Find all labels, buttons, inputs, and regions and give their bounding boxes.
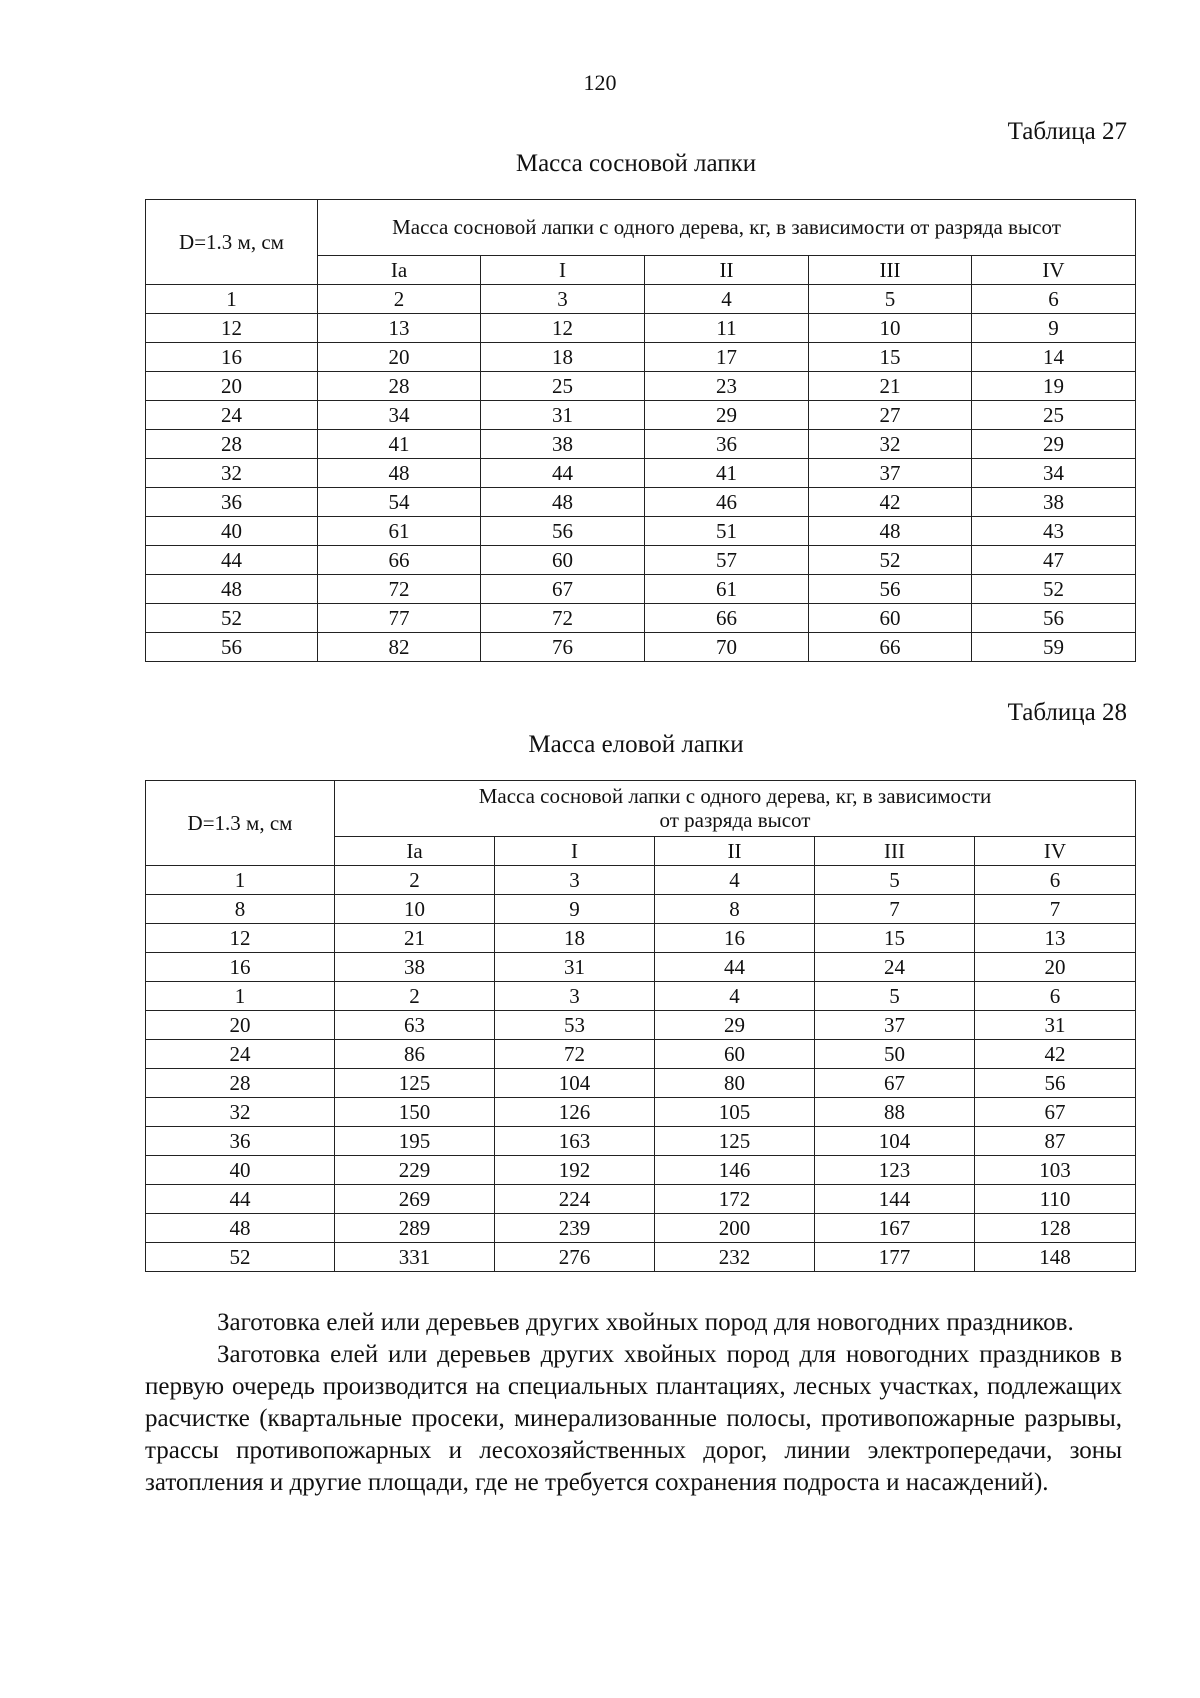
table-cell: 38 (481, 430, 645, 459)
table-cell: 5 (815, 982, 975, 1011)
table-row (146, 1243, 1136, 1272)
table-cell: 31 (495, 953, 655, 982)
table-cell: 56 (481, 517, 645, 546)
table-cell: 103 (975, 1156, 1136, 1185)
table-28-subheader: III (815, 837, 975, 866)
table-cell: 34 (318, 401, 481, 430)
table-row (146, 1040, 1136, 1069)
table-row (146, 924, 1136, 953)
table-cell: 28 (318, 372, 481, 401)
table-row (146, 1156, 1136, 1185)
table-cell: 12 (146, 314, 318, 343)
table-cell: 144 (815, 1185, 975, 1214)
table-28-subheader: Ia (335, 837, 495, 866)
table-row (146, 604, 1136, 633)
table-28 (145, 780, 1136, 1272)
table-cell: 47 (972, 546, 1136, 575)
table-cell: 61 (318, 517, 481, 546)
table-cell: 20 (146, 372, 318, 401)
table-cell: 148 (975, 1243, 1136, 1272)
table-cell: 25 (972, 401, 1136, 430)
table-row (146, 575, 1136, 604)
table-cell: 52 (146, 1243, 335, 1272)
table-cell: 52 (972, 575, 1136, 604)
table-cell: 43 (972, 517, 1136, 546)
table-cell: 195 (335, 1127, 495, 1156)
table-cell: 6 (975, 866, 1136, 895)
table-cell: 25 (481, 372, 645, 401)
table-cell: 28 (146, 430, 318, 459)
table-cell: 4 (645, 285, 809, 314)
table-28-diameter-header: D=1.3 м, см (146, 781, 335, 866)
table-cell: 229 (335, 1156, 495, 1185)
table-cell: 66 (645, 604, 809, 633)
table-cell: 44 (481, 459, 645, 488)
table-cell: 224 (495, 1185, 655, 1214)
table-cell: 10 (809, 314, 972, 343)
table-28-caption: Таблица 28 (1007, 699, 1127, 726)
table-cell: 10 (335, 895, 495, 924)
table-28-group-header (335, 781, 1136, 837)
table-cell: 11 (645, 314, 809, 343)
table-cell: 42 (809, 488, 972, 517)
table-row (146, 1214, 1136, 1243)
table-cell: 16 (146, 343, 318, 372)
table-27-subheader: II (645, 256, 809, 285)
table-row (146, 285, 1136, 314)
table-row (146, 1098, 1136, 1127)
table-row (146, 517, 1136, 546)
table-cell: 18 (495, 924, 655, 953)
table-cell: 110 (975, 1185, 1136, 1214)
table-27-subheader: IV (972, 256, 1136, 285)
table-cell: 16 (655, 924, 815, 953)
table-cell: 24 (815, 953, 975, 982)
table-cell: 16 (146, 953, 335, 982)
table-cell: 86 (335, 1040, 495, 1069)
table-row (146, 546, 1136, 575)
page-number: 120 (583, 70, 617, 95)
table-27 (145, 199, 1136, 662)
table-cell: 2 (335, 866, 495, 895)
table-row (146, 314, 1136, 343)
table-cell: 77 (318, 604, 481, 633)
table-cell: 51 (645, 517, 809, 546)
table-cell: 15 (809, 343, 972, 372)
table-cell: 14 (972, 343, 1136, 372)
table-cell: 1 (146, 866, 335, 895)
table-cell: 232 (655, 1243, 815, 1272)
table-28-body (146, 866, 1136, 1272)
table-cell: 44 (655, 953, 815, 982)
table-cell: 1 (146, 285, 318, 314)
table-cell: 41 (318, 430, 481, 459)
table-cell: 4 (655, 866, 815, 895)
table-cell: 269 (335, 1185, 495, 1214)
table-cell: 48 (146, 1214, 335, 1243)
table-cell: 3 (495, 982, 655, 1011)
table-row (146, 633, 1136, 662)
table-cell: 54 (318, 488, 481, 517)
table-cell: 8 (146, 895, 335, 924)
table-cell: 56 (972, 604, 1136, 633)
table-cell: 60 (481, 546, 645, 575)
table-row (146, 866, 1136, 895)
table-cell: 44 (146, 1185, 335, 1214)
table-cell: 12 (146, 924, 335, 953)
table-cell: 48 (146, 575, 318, 604)
table-cell: 105 (655, 1098, 815, 1127)
table-cell: 48 (481, 488, 645, 517)
table-27-title: Масса сосновой лапки (515, 150, 757, 177)
table-cell: 3 (495, 866, 655, 895)
paragraph: Заготовка елей или деревьев других хвойных пород для новогодних праздников. (217, 1309, 1074, 1336)
table-cell: 146 (655, 1156, 815, 1185)
table-cell: 2 (318, 285, 481, 314)
table-row (146, 343, 1136, 372)
table-cell: 32 (146, 459, 318, 488)
table-cell: 46 (645, 488, 809, 517)
table-cell: 29 (645, 401, 809, 430)
table-cell: 5 (809, 285, 972, 314)
table-cell: 80 (655, 1069, 815, 1098)
table-27-group-header: Масса сосновой лапки с одного дерева, кг, в зависимости от разряда высот (318, 200, 1136, 256)
table-cell: 38 (972, 488, 1136, 517)
table-cell: 72 (481, 604, 645, 633)
table-28-group-header-line2: от разряда высот (659, 807, 811, 832)
table-row (146, 372, 1136, 401)
paragraph: Заготовка елей или деревьев других хвойных пород для новогодних праздников в первую очередь производится на специальных плантациях, лесных участках, подлежащих расчистке (квартальные просеки, минерализованные полосы, противопожарные разрывы, трассы противопожарных и лесохозяйственных дорог, линии электропередачи, зоны затопления и другие площади, где не требуется сохранения подроста и насаждений). (145, 1341, 1122, 1496)
table-cell: 72 (318, 575, 481, 604)
table-cell: 20 (975, 953, 1136, 982)
table-27-body (146, 285, 1136, 662)
table-cell: 6 (972, 285, 1136, 314)
table-cell: 104 (815, 1127, 975, 1156)
table-cell: 38 (335, 953, 495, 982)
table-cell: 29 (972, 430, 1136, 459)
table-row (146, 1069, 1136, 1098)
table-cell: 31 (975, 1011, 1136, 1040)
table-cell: 40 (146, 1156, 335, 1185)
table-cell: 60 (809, 604, 972, 633)
table-cell: 12 (481, 314, 645, 343)
table-cell: 48 (809, 517, 972, 546)
table-cell: 9 (972, 314, 1136, 343)
table-cell: 63 (335, 1011, 495, 1040)
table-cell: 31 (481, 401, 645, 430)
table-cell: 21 (809, 372, 972, 401)
table-cell: 3 (481, 285, 645, 314)
table-cell: 200 (655, 1214, 815, 1243)
table-28-subheader: II (655, 837, 815, 866)
body-text (145, 1307, 1122, 1499)
table-cell: 36 (645, 430, 809, 459)
table-cell: 44 (146, 546, 318, 575)
table-cell: 128 (975, 1214, 1136, 1243)
table-row (146, 459, 1136, 488)
table-cell: 37 (815, 1011, 975, 1040)
table-cell: 5 (815, 866, 975, 895)
table-cell: 56 (809, 575, 972, 604)
table-cell: 50 (815, 1040, 975, 1069)
table-cell: 150 (335, 1098, 495, 1127)
table-cell: 34 (972, 459, 1136, 488)
table-28-group-header-line1: Масса сосновой лапки с одного дерева, кг, в зависимости (478, 784, 992, 809)
table-cell: 48 (318, 459, 481, 488)
table-28-subheader: I (495, 837, 655, 866)
table-cell: 67 (481, 575, 645, 604)
table-cell: 20 (318, 343, 481, 372)
table-cell: 177 (815, 1243, 975, 1272)
table-cell: 4 (655, 982, 815, 1011)
table-cell: 331 (335, 1243, 495, 1272)
table-row (146, 430, 1136, 459)
table-27-subheader: I (481, 256, 645, 285)
table-cell: 192 (495, 1156, 655, 1185)
table-cell: 289 (335, 1214, 495, 1243)
table-cell: 18 (481, 343, 645, 372)
table-cell: 67 (975, 1098, 1136, 1127)
table-row (146, 488, 1136, 517)
table-cell: 36 (146, 488, 318, 517)
table-cell: 24 (146, 401, 318, 430)
table-cell: 87 (975, 1127, 1136, 1156)
table-27-subheader: III (809, 256, 972, 285)
table-cell: 276 (495, 1243, 655, 1272)
table-row (146, 982, 1136, 1011)
table-cell: 56 (975, 1069, 1136, 1098)
table-27-caption: Таблица 27 (1007, 118, 1127, 145)
table-cell: 125 (655, 1127, 815, 1156)
table-cell: 52 (809, 546, 972, 575)
table-28-title: Масса еловой лапки (528, 731, 744, 758)
table-cell: 239 (495, 1214, 655, 1243)
table-27-subheader: Ia (318, 256, 481, 285)
table-cell: 61 (645, 575, 809, 604)
table-28-subheader: IV (975, 837, 1136, 866)
table-cell: 6 (975, 982, 1136, 1011)
table-cell: 88 (815, 1098, 975, 1127)
table-row (146, 1185, 1136, 1214)
table-cell: 59 (972, 633, 1136, 662)
table-cell: 17 (645, 343, 809, 372)
table-cell: 7 (815, 895, 975, 924)
table-cell: 40 (146, 517, 318, 546)
table-cell: 125 (335, 1069, 495, 1098)
table-row (146, 953, 1136, 982)
table-cell: 24 (146, 1040, 335, 1069)
table-cell: 72 (495, 1040, 655, 1069)
table-cell: 60 (655, 1040, 815, 1069)
table-cell: 8 (655, 895, 815, 924)
table-cell: 126 (495, 1098, 655, 1127)
table-cell: 21 (335, 924, 495, 953)
table-cell: 70 (645, 633, 809, 662)
table-cell: 82 (318, 633, 481, 662)
table-cell: 23 (645, 372, 809, 401)
table-cell: 29 (655, 1011, 815, 1040)
table-cell: 20 (146, 1011, 335, 1040)
table-row (146, 401, 1136, 430)
table-cell: 167 (815, 1214, 975, 1243)
table-cell: 53 (495, 1011, 655, 1040)
table-cell: 52 (146, 604, 318, 633)
table-cell: 1 (146, 982, 335, 1011)
table-cell: 27 (809, 401, 972, 430)
table-cell: 104 (495, 1069, 655, 1098)
table-cell: 66 (809, 633, 972, 662)
table-cell: 13 (318, 314, 481, 343)
table-cell: 19 (972, 372, 1136, 401)
table-row (146, 895, 1136, 924)
table-cell: 37 (809, 459, 972, 488)
table-cell: 56 (146, 633, 318, 662)
table-cell: 36 (146, 1127, 335, 1156)
table-cell: 13 (975, 924, 1136, 953)
table-cell: 9 (495, 895, 655, 924)
table-cell: 15 (815, 924, 975, 953)
table-row (146, 1127, 1136, 1156)
table-cell: 172 (655, 1185, 815, 1214)
table-cell: 67 (815, 1069, 975, 1098)
table-cell: 32 (146, 1098, 335, 1127)
table-cell: 163 (495, 1127, 655, 1156)
table-cell: 57 (645, 546, 809, 575)
table-cell: 28 (146, 1069, 335, 1098)
table-cell: 41 (645, 459, 809, 488)
table-cell: 7 (975, 895, 1136, 924)
table-cell: 2 (335, 982, 495, 1011)
table-27-diameter-header: D=1.3 м, см (146, 200, 318, 285)
table-cell: 42 (975, 1040, 1136, 1069)
table-row (146, 1011, 1136, 1040)
table-cell: 66 (318, 546, 481, 575)
table-cell: 123 (815, 1156, 975, 1185)
table-cell: 32 (809, 430, 972, 459)
table-cell: 76 (481, 633, 645, 662)
